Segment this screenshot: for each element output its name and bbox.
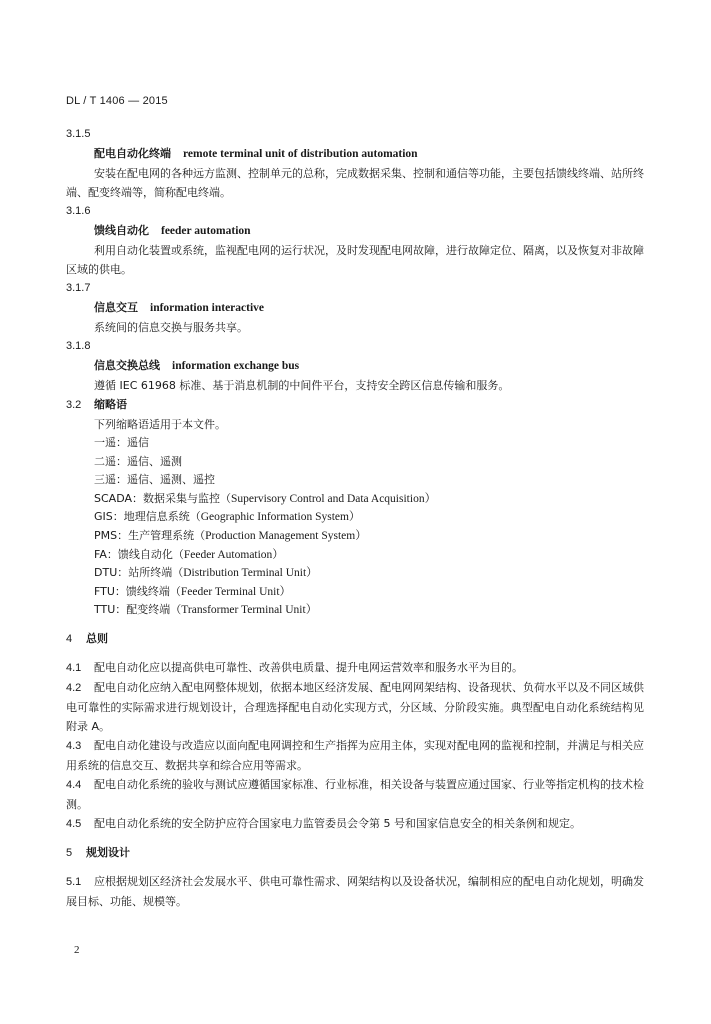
section-heading — [66, 395, 644, 415]
clause-number: 3.1.5 — [66, 128, 91, 140]
abbr-en: Transformer Terminal Unit） — [181, 604, 318, 617]
abbreviation-list — [66, 434, 644, 620]
abbr-zh: 一遥：遥信 — [94, 436, 149, 449]
abbr-zh: FA：馈线自动化（ — [94, 547, 184, 561]
chapter-number: 5 — [66, 846, 73, 859]
abbr-zh: FTU：馈线终端（ — [94, 584, 181, 598]
chapter-heading — [66, 843, 644, 863]
abbr-zh: DTU：站所终端（ — [94, 566, 184, 580]
clause-paragraph — [66, 872, 644, 911]
term-title — [66, 221, 644, 241]
term-definition: 系统间的信息交换与服务共享。 — [94, 321, 248, 334]
term-definition: 遵循 IEC 61968 标准、基于消息机制的中间件平台，支持安全跨区信息传输和服务。 — [94, 379, 510, 392]
abbr-zh: TTU：配变终端（ — [94, 603, 182, 617]
clause-number: 3.1.7 — [66, 282, 91, 294]
term-en: remote terminal unit of distribution automation — [183, 148, 418, 160]
term-zh: 馈线自动化 — [94, 224, 149, 237]
abbr-zh: 三遥：遥信、遥测、遥控 — [94, 473, 215, 487]
clause-number: 5.1 — [66, 875, 82, 888]
clause-text: 配电自动化系统的安全防护应符合国家电力监管委员会令第 5 号和国家信息安全的相关条例和规定。 — [94, 816, 581, 830]
section-number: 3.2 — [66, 399, 82, 411]
term-title — [66, 298, 644, 318]
clause-text: 配电自动化应以提高供电可靠性、改善供电质量、提升电网运营效率和服务水平为目的。 — [94, 660, 523, 674]
clause-paragraph — [66, 658, 644, 678]
term-zh: 信息交换总线 — [94, 359, 160, 372]
abbreviation-item — [66, 583, 644, 602]
chapter-title: 总则 — [86, 631, 108, 645]
document-body — [66, 125, 644, 911]
term-zh: 配电自动化终端 — [94, 147, 171, 160]
abbreviation-item — [66, 564, 644, 583]
section-title: 缩略语 — [94, 398, 127, 411]
abbreviation-item — [66, 601, 644, 620]
clause-number: 4.3 — [66, 739, 82, 752]
clause-text: 配电自动化建设与改造应以面向配电网调控和生产指挥为应用主体，实现对配电网的监视和控制，并满足与相关应用系统的信息交互、数据共享和综合应用等需求。 — [66, 738, 644, 772]
clause-number: 4.5 — [66, 817, 82, 830]
abbr-en: Distribution Terminal Unit） — [183, 567, 318, 580]
abbr-en: Feeder Terminal Unit） — [180, 585, 292, 598]
term-definition: 利用自动化装置或系统，监视配电网的运行状况，及时发现配电网故障，进行故障定位、隔离，以及恢复对非故障区域的供电。 — [66, 244, 644, 276]
term-entry — [66, 125, 644, 202]
clause-number: 3.1.8 — [66, 340, 91, 352]
clause-text: 配电自动化系统的验收与测试应遵循国家标准、行业标准，相关设备与装置应通过国家、行业等指定机构的技术检测。 — [66, 777, 644, 811]
term-en: information interactive — [150, 302, 265, 314]
term-zh: 信息交互 — [94, 301, 138, 314]
term-entry — [66, 337, 644, 395]
abbreviation-item — [66, 546, 644, 565]
clause-number: 3.1.6 — [66, 205, 91, 217]
abbr-zh: 二遥：遥信、遥测 — [94, 454, 182, 468]
term-title — [66, 144, 644, 164]
chapter-number: 4 — [66, 632, 73, 645]
term-en: information exchange bus — [172, 360, 300, 372]
abbr-en: Feeder Automation） — [183, 548, 284, 561]
clause-text: 配电自动化应纳入配电网整体规划，依据本地区经济发展、配电网网架结构、设备现状、负荷水平以及不同区域供电可靠性的实际需求进行规划设计，合理选择配电自动化实现方式，分区域、分阶段实施。典型配电自动化系统结构见附录 A。 — [66, 680, 644, 733]
abbr-zh: GIS：地理信息系统（ — [94, 510, 201, 524]
clause-paragraph — [66, 775, 644, 814]
abbr-zh: PMS：生产管理系统（ — [94, 528, 206, 542]
abbr-en: Supervisory Control and Data Acquisition） — [231, 492, 437, 505]
term-definition: 安装在配电网的各种远方监测、控制单元的总称，完成数据采集、控制和通信等功能，主要包括馈线终端、站所终端、配变终端等，简称配电终端。 — [66, 167, 644, 199]
clause-number: 4.1 — [66, 661, 82, 674]
abbr-en: Geographic Information System） — [200, 511, 361, 524]
abbreviation-item — [66, 434, 644, 453]
clause-number: 4.2 — [66, 681, 82, 694]
chapter-title: 规划设计 — [86, 845, 130, 859]
abbreviation-intro: 下列缩略语适用于本文件。 — [94, 418, 226, 431]
abbr-zh: SCADA：数据采集与监控（ — [94, 491, 231, 505]
term-en: feeder automation — [161, 225, 251, 237]
abbreviation-item — [66, 490, 644, 509]
term-title — [66, 356, 644, 376]
abbreviation-item — [66, 453, 644, 472]
page-number: 2 — [74, 944, 80, 956]
clause-text: 应根据规划区经济社会发展水平、供电可靠性需求、网架结构以及设备状况，编制相应的配电自动化规划，明确发展目标、功能、规模等。 — [66, 874, 644, 908]
term-entry — [66, 279, 644, 337]
document-header: DL / T 1406 — 2015 — [66, 95, 168, 107]
abbr-en: Production Management System） — [205, 529, 367, 542]
term-entry — [66, 202, 644, 279]
abbreviation-item — [66, 527, 644, 546]
abbreviation-item — [66, 471, 644, 490]
clause-paragraph — [66, 678, 644, 736]
clause-paragraph — [66, 814, 644, 834]
abbreviation-item — [66, 508, 644, 527]
clause-paragraph — [66, 736, 644, 775]
clause-number: 4.4 — [66, 778, 82, 791]
chapter-heading — [66, 629, 644, 649]
